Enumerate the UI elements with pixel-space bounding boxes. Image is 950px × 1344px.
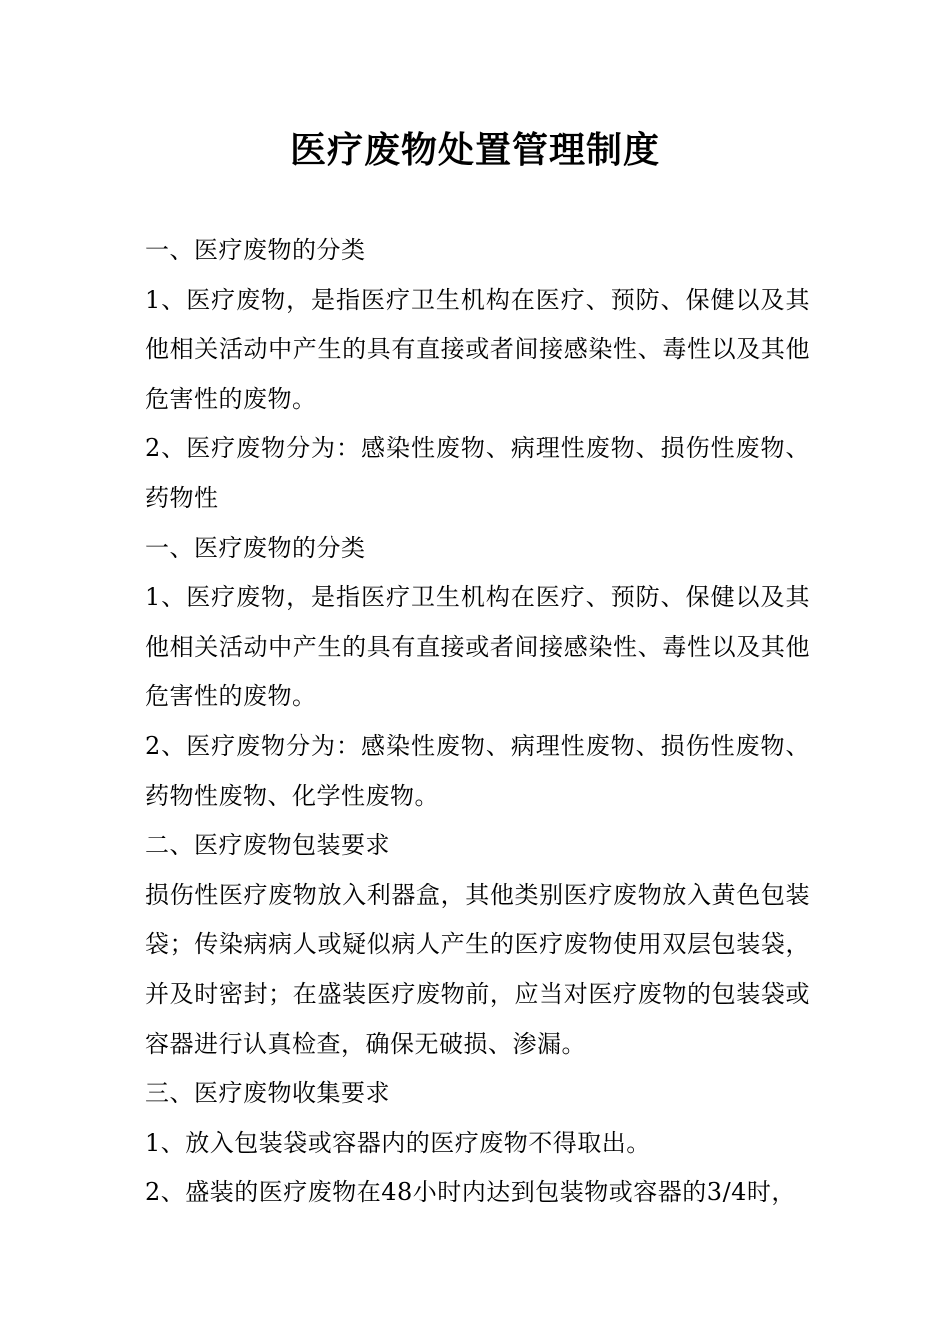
paragraph-categories: 2、医疗废物分为：感染性废物、病理性废物、损伤性废物、药物性废物、化学性废物。 <box>145 731 810 810</box>
paragraph-definition-repeat: 1、医疗废物，是指医疗卫生机构在医疗、预防、保健以及其他相关活动中产生的具有直接或者间接感染性、毒性以及其他危害性的废物。 <box>145 583 810 711</box>
paragraph-collection-rule-2: 2、盛装的医疗废物在48小时内达到包装物或容器的3/4时， <box>145 1178 796 1207</box>
paragraph-section-1-heading-repeat: 一、医疗废物的分类 <box>145 533 366 562</box>
paragraph-definition: 1、医疗废物，是指医疗卫生机构在医疗、预防、保健以及其他相关活动中产生的具有直接或者间接感染性、毒性以及其他危害性的废物。 <box>145 285 810 413</box>
paragraph-section-1-heading: 一、医疗废物的分类 <box>145 236 366 264</box>
document-title: 医疗废物处置管理制度 <box>289 129 660 171</box>
paragraph-section-2-heading: 二、医疗废物包装要求 <box>145 831 390 860</box>
paragraph-packaging-requirements: 损伤性医疗废物放入利器盒，其他类别医疗废物放入黄色包装袋；传染病病人或疑似病人产生的医疗废物使用双层包装袋，并及时密封；在盛装医疗废物前，应当对医疗废物的包装袋或容器进行认真检查，确保无破损、渗漏。 <box>145 880 810 1058</box>
paragraph-collection-rule-1: 1、放入包装袋或容器内的医疗废物不得取出。 <box>145 1128 651 1157</box>
document-body <box>145 226 810 1218</box>
paragraph-section-3-heading: 三、医疗废物收集要求 <box>145 1079 390 1108</box>
paragraph-categories-truncated: 2、医疗废物分为：感染性废物、病理性废物、损伤性废物、药物性 <box>145 434 810 512</box>
